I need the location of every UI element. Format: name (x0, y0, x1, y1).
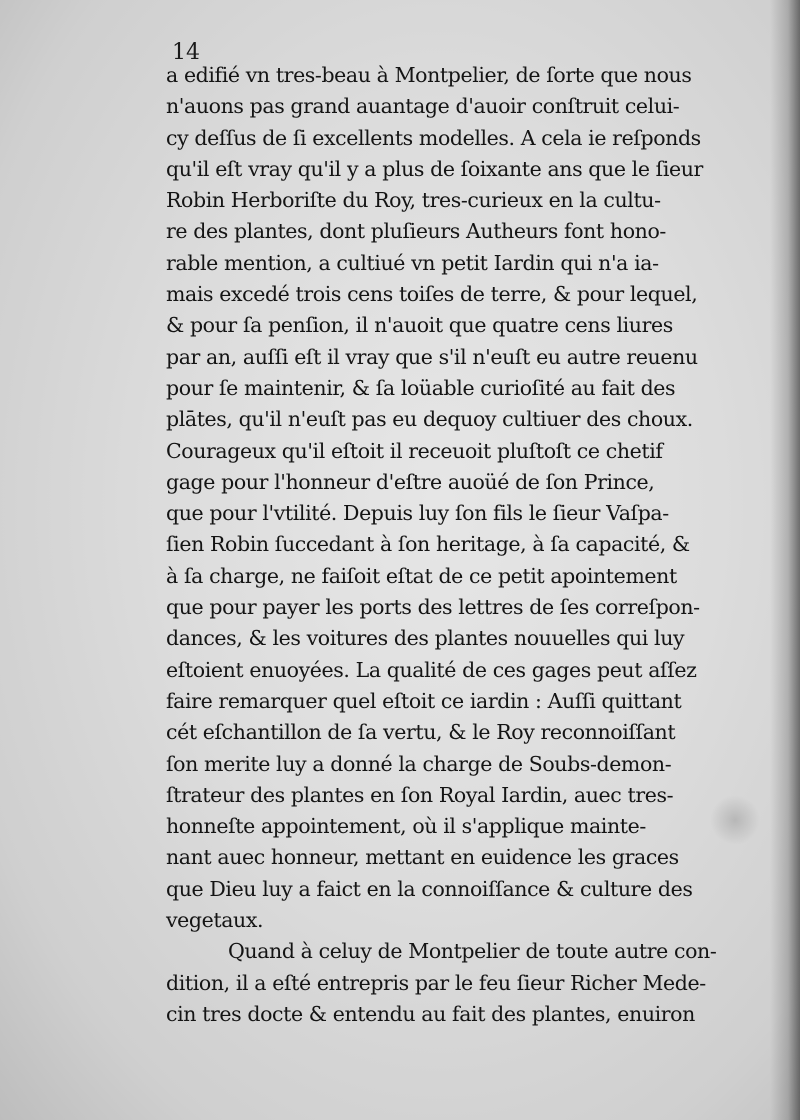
text-line: dition, il a eſté entrepris par le feu ſieur Richer Mede- (166, 970, 706, 995)
text-line: qu'il eſt vray qu'il y a plus de ſoixante ans que le ſieur (166, 156, 703, 181)
text-line: n'auons pas grand auantage d'auoir conſtruit celui- (166, 94, 680, 119)
text-line: re des plantes, dont pluſieurs Autheurs font hono- (166, 219, 666, 244)
text-line: eſtoient enuoyées. La qualité de ces gages peut aſſez (166, 657, 697, 682)
paragraph-start-line: Quand à celuy de Montpelier de toute autre con- (228, 939, 717, 964)
text-line: rable mention, a cultiué vn petit Iardin qui n'a ia- (166, 250, 659, 275)
text-line: ſtrateur des plantes en ſon Royal Iardin, auec tres- (166, 782, 674, 807)
text-line: Robin Herboriſte du Roy, tres-curieux en la cultu- (166, 188, 661, 213)
text-line: & pour ſa penſion, il n'auoit que quatre cens liures (166, 313, 673, 338)
text-line: cy deſſus de ſi excellents modelles. A cela ie reſponds (166, 125, 701, 150)
text-line: pour ſe maintenir, & ſa loüable curioſité au fait des (166, 375, 676, 400)
text-line: par an, auſſi eſt il vray que s'il n'euſt eu autre reuenu (166, 344, 698, 369)
text-line: ſon merite luy a donné la charge de Soubs-demon- (166, 751, 672, 776)
body-text (166, 60, 726, 1030)
text-line: gage pour l'honneur d'eſtre auoüé de ſon Prince, (166, 469, 655, 494)
text-line: Courageux qu'il eſtoit il receuoit pluſtoſt ce chetif (166, 438, 663, 463)
text-line: faire remarquer quel eſtoit ce iardin : Auſſi quittant (166, 688, 682, 713)
text-line: ſien Robin ſuccedant à ſon heritage, à ſa capacité, & (166, 532, 690, 557)
text-line: à ſa charge, ne faiſoit eſtat de ce petit apointement (166, 563, 677, 588)
text-line: vegetaux. (166, 908, 264, 933)
page-edge-shadow (770, 0, 800, 1120)
text-line: honneſte appointement, où il s'applique mainte- (166, 814, 646, 839)
page-number: 14 (172, 40, 200, 65)
text-line: dances, & les voitures des plantes nouuelles qui luy (166, 626, 685, 651)
text-line: plātes, qu'il n'euſt pas eu dequoy cultiuer des choux. (166, 407, 693, 432)
text-line: nant auec honneur, mettant en euidence les graces (166, 845, 679, 870)
text-line: que pour l'vtilité. Depuis luy ſon fils le ſieur Vaſpa- (166, 501, 669, 526)
text-line: que Dieu luy a faict en la connoiſſance & culture des (166, 876, 693, 901)
text-line: que pour payer les ports des lettres de ſes correſpon- (166, 595, 700, 620)
text-line: mais excedé trois cens toiſes de terre, & pour lequel, (166, 282, 698, 307)
text-line: a edifié vn tres-beau à Montpelier, de ſorte que nous (166, 63, 692, 87)
text-line: cin tres docte & entendu au fait des plantes, enuiron (166, 1001, 695, 1026)
text-line: cét eſchantillon de ſa vertu, & le Roy reconnoiſſant (166, 720, 676, 745)
